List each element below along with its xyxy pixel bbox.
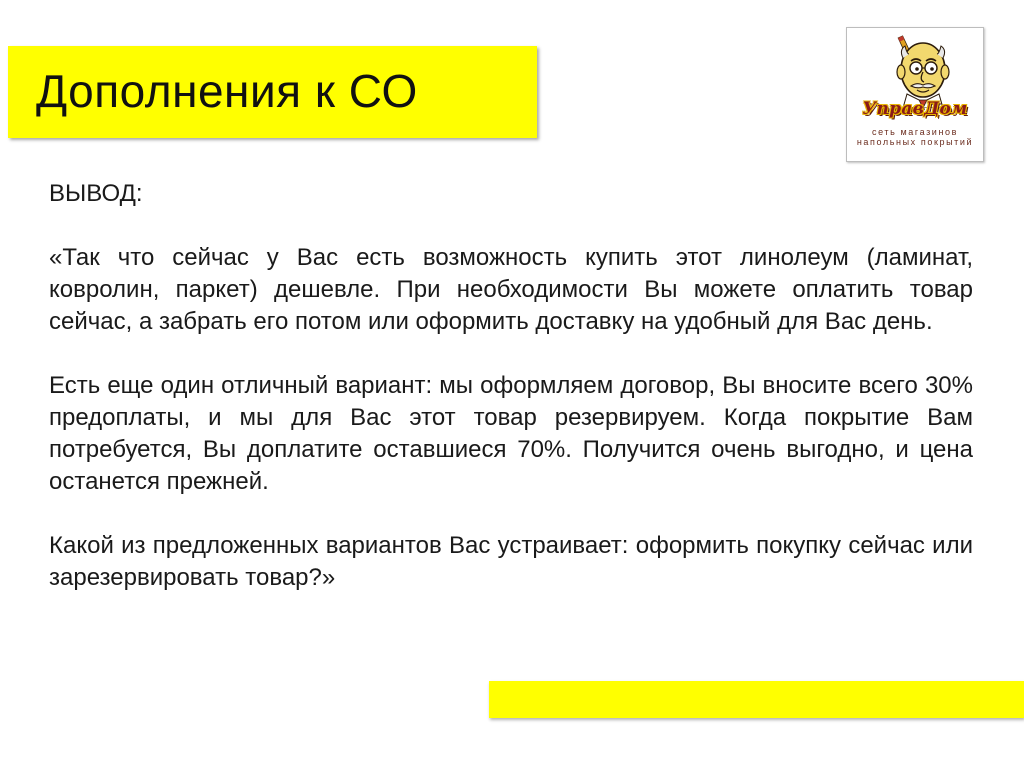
slide-title: Дополнения к СО	[36, 65, 418, 117]
cartoon-man-mascot-icon	[847, 28, 983, 108]
slide-body	[49, 178, 973, 594]
body-paragraph: Есть еще один отличный вариант: мы оформляем договор, Вы вносите всего 30% предоплаты, и мы для Вас этот товар резервируем. Когда покрытие Вам потребуется, Вы доплатите оставшиеся 70%. Получится очень выгодно, и цена останется прежней.	[49, 372, 973, 495]
footer-accent-bar	[489, 681, 1024, 718]
logo-brand-text: УправДом	[862, 99, 968, 119]
body-paragraph: «Так что сейчас у Вас есть возможность купить этот линолеум (ламинат, ковролин, паркет) дешевле. При необходимости Вы можете оплатить товар сейчас, а забрать его потом или оформить доставку на удобный для Вас день.	[49, 244, 973, 335]
title-banner	[8, 46, 537, 138]
body-paragraph: Какой из предложенных вариантов Вас устраивает: оформить покупку сейчас или зарезервировать товар?»	[49, 532, 973, 591]
company-logo	[846, 27, 984, 162]
logo-subtitle-line2: напольных покрытий	[856, 137, 974, 147]
conclusion-heading: ВЫВОД:	[49, 180, 143, 207]
logo-subtitle-line1: сеть магазинов	[871, 127, 958, 137]
